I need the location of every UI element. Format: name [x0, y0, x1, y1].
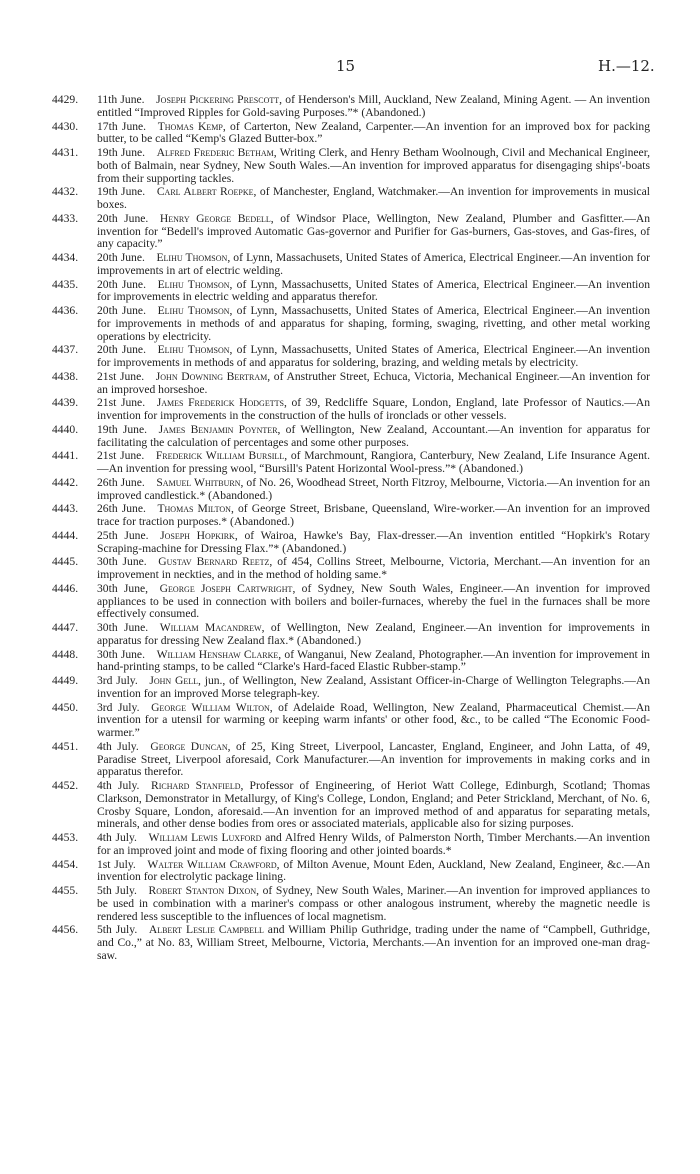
- entry-date: 4th July.: [97, 831, 137, 844]
- entry-applicant-names: Frederick William Bursill: [155, 449, 285, 463]
- entry-description: , of 39, Redcliffe Square, London, England, late Professor of Nautics.—An invention for improvements in the construction of the hulls of ironclads or other vessels.: [97, 396, 650, 422]
- entry-number: 4456.: [52, 923, 79, 937]
- entry-number: 4441.: [52, 449, 79, 463]
- entry-date: 20th June.: [97, 343, 146, 357]
- entry-applicant-names: Elihu Thomson: [157, 343, 230, 357]
- entry-applicant-names: William Macandrew: [159, 621, 262, 634]
- entry-number: 4446.: [52, 581, 79, 595]
- entry-date: 3rd July.: [97, 674, 138, 687]
- entry-number: 4449.: [52, 674, 79, 687]
- entry-description: , of Manchester, England, Watchmaker.—An invention for improvements in musical boxes.: [97, 185, 651, 211]
- entry-date: 30th June.: [97, 647, 145, 661]
- entry-date: 30th June.: [97, 555, 147, 569]
- entry-number: 4436.: [52, 304, 79, 317]
- patent-entry: [52, 583, 650, 621]
- entry-applicant-names: George Duncan: [150, 739, 228, 753]
- entry-number: 4442.: [52, 475, 79, 489]
- entry-applicant-names: John Gell: [149, 674, 199, 687]
- entry-date: 20th June.: [97, 211, 149, 225]
- entry-date: 21st June.: [97, 396, 146, 410]
- page-header: [0, 57, 700, 79]
- entry-applicant-names: Alfred Frederic Betham: [156, 146, 274, 159]
- entry-number: 4445.: [52, 555, 79, 569]
- entry-description: , Professor of Engineering, of Heriot Watt College, Edinburgh, Scotland; Thomas Clarkson, Demonstrator in Metallurgy, of King's College, London, England; and Peter Strickland, Merchant, of No. 6, Crosby Square, London, aforesaid.—An invention for an improved method of and apparatus for separating metals, minerals, and other dense bodies from ores or associated materials, applicable also for sizing purposes.: [97, 779, 651, 831]
- entry-number: 4431.: [52, 146, 79, 159]
- entry-date: 1st July.: [97, 857, 136, 871]
- entry-date: 5th July.: [97, 923, 138, 937]
- entry-description: , of Carterton, New Zealand, Carpenter.—An invention for an improved box for packing butter, to be called “Kemp's Glazed Butter-box.”: [97, 119, 651, 146]
- entry-date: 30th June.: [97, 621, 149, 634]
- entry-description: , of Lynn, Massachusetts, United States of America, Electrical Engineer.—An invention for improvements in methods of and apparatus for soldering, brazing, and welding metals by electricity.: [97, 343, 650, 369]
- entry-date: 11th June.: [97, 93, 145, 106]
- entry-number: 4448.: [52, 647, 79, 661]
- entry-description: and Alfred Henry Wilds, of Palmerston North, Timber Merchants.—An invention for an improved joint and mode of fixing flooring and other jointed boards.*: [97, 831, 650, 857]
- patent-entry: [52, 344, 650, 370]
- entry-date: 19th June.: [97, 146, 146, 159]
- entry-description: , of 454, Collins Street, Melbourne, Victoria, Merchant.—An invention for an improvement in neckties, and in the method of holding same.*: [97, 555, 650, 581]
- patent-entry: [52, 477, 650, 503]
- entry-number: 4434.: [52, 251, 79, 264]
- patent-entry: [52, 252, 650, 278]
- entry-description: , of Wanganui, New Zealand, Photographer.—An invention for improvement in hand-printing stamps, to be called “Clarke's Hard-faced Elastic Rubber-stamp.”: [97, 647, 650, 674]
- patent-entry: [52, 279, 650, 305]
- entry-description: , of George Street, Brisbane, Queensland, Wire-worker.—An invention for an improved trace for traction purposes.* (Abandoned.): [97, 502, 650, 528]
- patent-entry: [52, 780, 650, 831]
- entry-date: 20th June.: [97, 251, 145, 264]
- entry-applicant-names: Gustav Bernard Reetz: [158, 555, 270, 569]
- entry-applicant-names: Thomas Kemp: [157, 119, 223, 133]
- entry-applicant-names: George William Wilton: [151, 700, 270, 714]
- entry-number: 4440.: [52, 422, 79, 436]
- patent-entry-list: [52, 94, 650, 964]
- patent-entry: [52, 213, 650, 251]
- entry-number: 4443.: [52, 502, 79, 516]
- entry-number: 4450.: [52, 700, 79, 714]
- patent-entry: [52, 450, 650, 476]
- entry-number: 4438.: [52, 369, 79, 383]
- patent-entry: [52, 859, 650, 885]
- entry-applicant-names: Carl Albert Roepke: [156, 185, 254, 199]
- entry-number: 4454.: [52, 857, 79, 871]
- patent-entry: [52, 397, 650, 423]
- entry-description: , jun., of Wellington, New Zealand, Assistant Officer-in-Charge of Wellington Telegraphs.—An invention for an improved Morse telegraph-key.: [97, 674, 650, 700]
- entry-description: , of Wairoa, Hawke's Bay, Flax-dresser.—An invention entitled “Hopkirk's Rotary Scraping-machine for Dressing Flax.”* (Abandoned.): [97, 528, 650, 555]
- entry-description: , of Anstruther Street, Echuca, Victoria, Mechanical Engineer.—An invention for an improved horseshoe.: [97, 369, 650, 396]
- entry-applicant-names: Walter William Crawford: [147, 857, 277, 871]
- entry-description: , of Sydney, New South Wales, Engineer.—An invention for improved appliances to be used in connection with boilers and boiler-furnaces, whereby the fuel in the furnaces shall be more effectively consumed.: [97, 581, 650, 621]
- entry-number: 4453.: [52, 831, 79, 844]
- entry-date: 21st June.: [97, 449, 145, 463]
- patent-entry: [52, 503, 650, 529]
- entry-applicant-names: Samuel Whitburn: [156, 475, 241, 489]
- patent-entry: [52, 649, 650, 675]
- entry-description: , of Sydney, New South Wales, Mariner.—An invention for improved appliances to be used in combination with a mariner's compass or other analogous instrument, whereby the magnetic needle is rendered less susceptible to the influences of local magnetism.: [97, 884, 651, 923]
- entry-applicant-names: Elihu Thomson: [157, 277, 230, 291]
- entry-description: , of Wellington, New Zealand, Engineer.—An invention for improvements in apparatus for dressing New Zealand flax.* (Abandoned.): [97, 621, 650, 647]
- patent-entry: [52, 371, 650, 397]
- entry-applicant-names: William Lewis Luxford: [148, 831, 262, 844]
- patent-entry: [52, 530, 650, 556]
- entry-applicant-names: Albert Leslie Campbell: [148, 923, 264, 937]
- entry-description: , of Lynn, Massachusets, United States of America, Electrical Engineer.—An invention for improvements in art of electric welding.: [97, 251, 650, 277]
- entry-number: 4439.: [52, 396, 79, 410]
- entry-description: , of 25, King Street, Liverpool, Lancaster, England, Engineer, and John Latta, of 49, Paradise Street, Liverpool aforesaid, Cork Manufacturer.—An invention for improvements in making corks and in apparatus therefor.: [97, 739, 650, 779]
- entry-description: , of Lynn, Massachusetts, United States of America, Electrical Engineer.—An invention for improvements in electric welding and apparatus therefor.: [97, 277, 650, 304]
- entry-number: 4432.: [52, 185, 79, 199]
- entry-description: , of No. 26, Woodhead Street, North Fitzroy, Melbourne, Victoria.—An invention for an improved candlestick.* (Abandoned.): [97, 475, 650, 502]
- patent-entry: [52, 885, 650, 923]
- entry-date: 20th June.: [97, 304, 146, 317]
- entry-description: , of Marchmount, Rangiora, Canterbury, New Zealand, Life Insurance Agent.—An invention for pressing wool, “Bursill's Patent Horizontal Wool-press.”* (Abandoned.): [97, 449, 650, 475]
- patent-entry: [52, 147, 650, 185]
- patent-entry: [52, 675, 650, 701]
- entry-number: 4451.: [52, 739, 79, 753]
- entry-description: , Writing Clerk, and Henry Betham Woolnough, Civil and Mechanical Engineer, both of Balmain, near Sydney, New South Wales.—An invention for improved apparatus for disengaging ships'-boats from their supporting tackles.: [97, 146, 650, 185]
- entry-date: 20th June.: [97, 277, 146, 291]
- entry-number: 4429.: [52, 93, 79, 106]
- patent-entry: [52, 424, 650, 450]
- entry-description: , of Henderson's Mill, Auckland, New Zealand, Mining Agent. — An invention entitled “Improved Ripples for Gold-saving Purposes.”* (Abandoned.): [97, 93, 650, 119]
- patent-entry: [52, 832, 650, 858]
- patent-entry: [52, 741, 650, 779]
- entry-number: 4433.: [52, 211, 79, 225]
- patent-entry: [52, 121, 650, 147]
- entry-date: 5th July.: [97, 884, 137, 897]
- patent-entry: [52, 94, 650, 120]
- entry-number: 4447.: [52, 621, 79, 634]
- entry-number: 4437.: [52, 343, 79, 357]
- entry-applicant-names: William Henshaw Clarke: [156, 647, 279, 661]
- entry-applicant-names: Joseph Pickering Prescott: [156, 93, 280, 106]
- entry-date: 3rd July.: [97, 700, 140, 714]
- entry-applicant-names: Thomas Milton: [157, 502, 231, 516]
- patent-entry: [52, 556, 650, 582]
- patent-entry: [52, 305, 650, 343]
- entry-date: 25th June.: [97, 528, 149, 542]
- entry-applicant-names: John Downing Bertram: [155, 369, 268, 383]
- entry-number: 4455.: [52, 884, 79, 897]
- entry-number: 4444.: [52, 528, 79, 542]
- entry-applicant-names: George Joseph Cartwright: [159, 581, 293, 595]
- patent-entry: [52, 186, 650, 212]
- document-code: H.—12.: [598, 57, 655, 75]
- entry-date: 19th June.: [97, 185, 146, 199]
- entry-number: 4435.: [52, 277, 79, 291]
- entry-date: 4th July.: [97, 779, 140, 792]
- entry-description: , of Milton Avenue, Mount Eden, Auckland, New Zealand, Engineer, &c.—An invention for electrolytic package lining.: [97, 857, 650, 884]
- entry-date: 19th June.: [97, 422, 147, 436]
- entry-applicant-names: Henry George Bedell: [159, 211, 271, 225]
- entry-date: 26th June.: [97, 475, 145, 489]
- patent-entry: [52, 924, 650, 962]
- patent-entry: [52, 622, 650, 648]
- entry-applicant-names: Elihu Thomson: [156, 251, 228, 264]
- entry-date: 4th July.: [97, 739, 139, 753]
- entry-date: 17th June.: [97, 119, 147, 133]
- page-number: 15: [336, 57, 356, 75]
- entry-description: , of Lynn, Massachusetts, United States of America, Electrical Engineer.—An invention for improvements in methods of and apparatus for shaping, forming, swaging, rivetting, and other metal working operations by electricity.: [97, 304, 650, 343]
- entry-applicant-names: Robert Stanton Dixon: [148, 884, 257, 897]
- entry-number: 4452.: [52, 779, 79, 792]
- entry-applicant-names: Richard Stanfield: [151, 779, 241, 792]
- entry-date: 30th June,: [97, 581, 149, 595]
- entry-description: , of Windsor Place, Wellington, New Zealand, Plumber and Gasfitter.—An invention for “Bedell's improved Automatic Gas-governor and Purifier for Gas-burners, Gas-stoves, and Gas-fires, of any capacity.”: [97, 211, 650, 251]
- entry-applicant-names: James Frederick Hodgetts: [156, 396, 284, 410]
- entry-applicant-names: Elihu Thomson: [157, 304, 230, 317]
- entry-applicant-names: James Benjamin Poynter: [158, 422, 278, 436]
- entry-date: 26th June.: [97, 502, 146, 516]
- entry-description: , of Adelaide Road, Wellington, New Zealand, Pharmaceutical Chemist.—An invention for a utensil for warming or keeping warm infants' or other food, &c., to be called “The Economic Food-warmer.”: [97, 700, 650, 739]
- entry-date: 21st June.: [97, 369, 145, 383]
- entry-applicant-names: Joseph Hopkirk: [160, 528, 235, 542]
- entry-description: and William Philip Guthridge, trading under the name of “Campbell, Guthridge, and Co.,” at No. 83, William Street, Melbourne, Victoria, Merchants.—An invention for an improved one-man drag-saw.: [97, 923, 651, 962]
- patent-entry: [52, 702, 650, 740]
- entry-number: 4430.: [52, 119, 79, 133]
- entry-description: , of Wellington, New Zealand, Accountant.—An invention for apparatus for facilitating the calculation of percentages and some other purposes.: [97, 422, 650, 449]
